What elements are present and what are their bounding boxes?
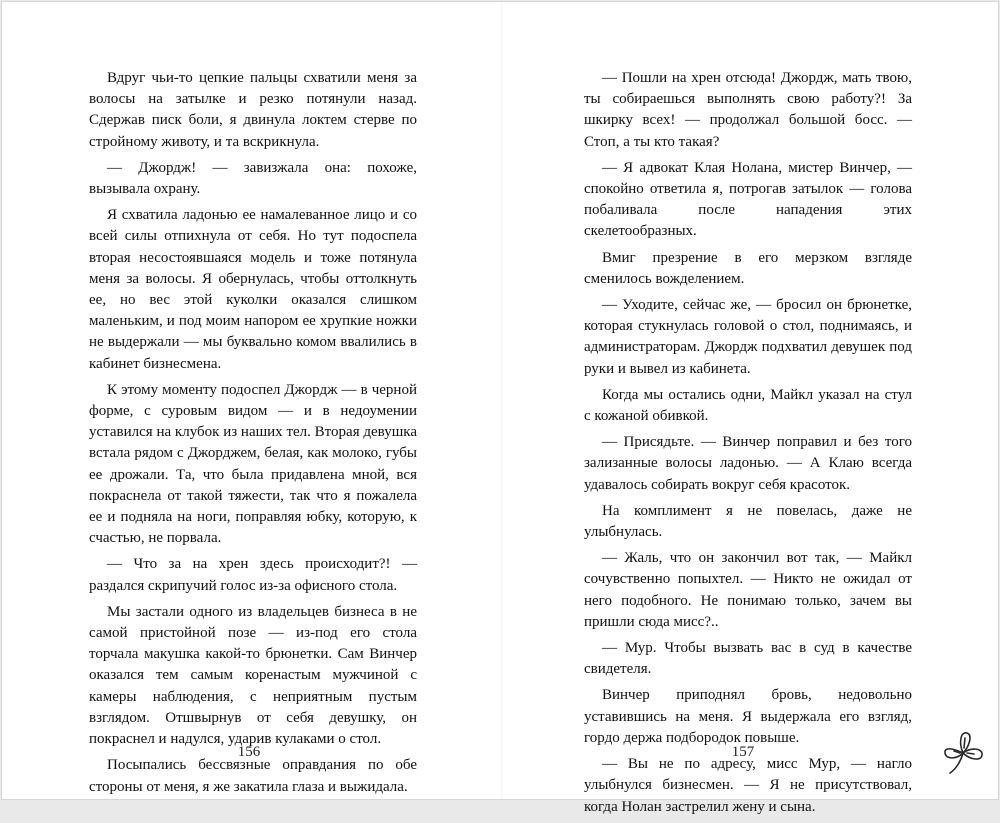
paragraph: На комплимент я не повелась, даже не улыбнулась.	[584, 502, 912, 541]
paragraph: — Пошли на хрен отсюда! Джордж, мать твою, ты собираешься выполнять свою работу?! За шкирку всех! — продолжал большой босс. — Стоп, а ты кто такая?	[584, 70, 912, 150]
paragraph: Винчер приподнял бровь, недовольно уставившись на меня. Я выдержала его взгляд, гордо держа подбородок повыше.	[584, 687, 912, 746]
paragraph: К этому моменту подоспел Джордж — в черной форме, с суровым видом — и в недоумении уставился на клубок из наших тел. Вторая девушка встала рядом с Джорджем, белая, как молоко, губы ее дрожали. Та, что была придавлена мной, вся покраснела от такой тяжести, так что я пожалела ее и подняла на ноги, поправляя юбку, которую, к счастью, не порвала.	[89, 381, 417, 547]
paragraph: — Я адвокат Клая Нолана, мистер Винчер, — спокойно ответила я, потрогав затылок — голова побаливала после нападения этих скелетообразных.	[584, 159, 912, 240]
paragraph: Вмиг презрение в его мерзком взгляде сменилось вожделением.	[584, 249, 912, 287]
page-number-right: 157	[731, 744, 755, 760]
paragraph: — Вы не по адресу, мисс Мур, — нагло улыбнулся бизнесмен. — Я не присутствовал, когда Нолан застрелил жену и сына.	[584, 756, 912, 815]
paragraph: Я схватила ладонью ее намалеванное лицо и со всей силы отпихнула от себя. Но тут подоспела вторая несостоявшаяся модель и тоже потянула меня за волосы. Я обернулась, чтобы оттолкнуть ее, но вес этой куколки оказался слишком маленьким, и под моим напором ее хрупкие ножки не выдержали — мы буквально комом ввалились в кабинет бизнесмена.	[89, 207, 417, 372]
paragraph: Мы застали одного из владельцев бизнеса в не самой пристойной позе — из-под его стола торчала макушка какой-то брюнетки. Сам Винчер оказался тем самым коренастым мужчиной с камеры наблюдения, с неприятным пустым взглядом. Отшвырнув от себя девушку, он покраснел и надулся, ударив кулаками о стол.	[89, 603, 417, 748]
book-spread	[1, 1, 999, 815]
paragraph: Вдруг чьи-то цепкие пальцы схватили меня за волосы на затылке и резко потянули назад. Сдержав писк боли, я двинула локтем стерве по стройному животу, и та вскрикнула.	[89, 70, 417, 150]
right-page-text	[584, 68, 912, 823]
paragraph: — Что за на хрен здесь происходит?! — раздался скрипучий голос из-за офисного стола.	[89, 556, 417, 594]
clover-ornament-icon	[941, 726, 987, 778]
right-page	[501, 2, 1000, 815]
paragraph: — Жаль, что он закончил вот так, — Майкл сочувственно попыхтел. — Никто не ожидал от него подобного. Не понимаю только, зачем вы пришли сюда мисс?..	[584, 550, 912, 630]
page-number-left: 156	[237, 744, 261, 760]
paragraph: Посыпались бессвязные оправдания по обе стороны от меня, я же закатила глаза и выжидала.	[89, 757, 417, 795]
paragraph: — Уходите, сейчас же, — бросил он брюнетке, которая стукнулась головой о стол, поднимаясь, и администраторам. Джордж подхватил девушек под руки и вывел из кабинета.	[584, 297, 912, 377]
left-page-text	[89, 68, 417, 803]
paragraph: — Джордж! — завизжала она: похоже, вызывала охрану.	[89, 159, 417, 198]
paragraph: — Мур. Чтобы вызвать вас в суд в качестве свидетеля.	[584, 640, 912, 678]
paragraph: Когда мы остались одни, Майкл указал на стул с кожаной обивкой.	[584, 386, 912, 425]
paragraph: — Присядьте. — Винчер поправил и без того зализанные волосы ладонью. — А Клаю всегда удавалось собирать вокруг себя красоток.	[584, 434, 912, 493]
left-page	[2, 2, 501, 801]
